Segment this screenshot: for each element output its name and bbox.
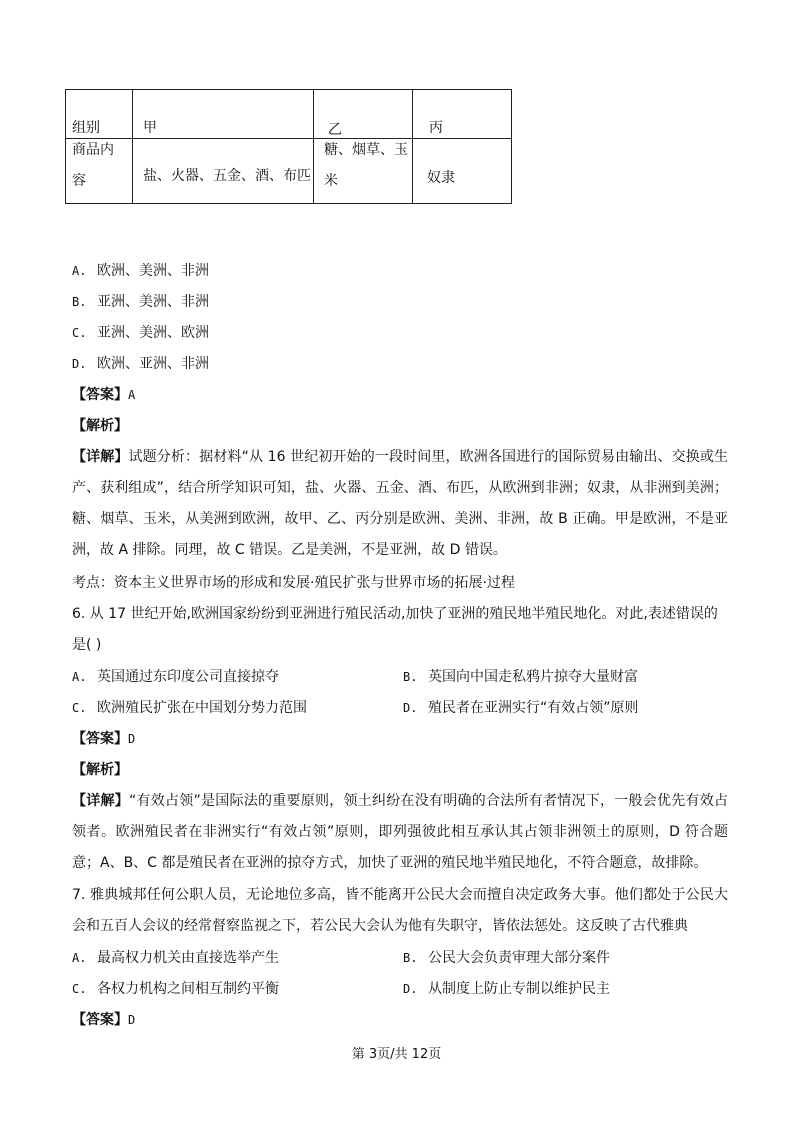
detail-text: “有效占领”是国际法的重要原则，领土纠纷在没有明确的合法所有者情况下，一般会优先有效占领者。欧洲殖民者在非洲实行“有效占领”原则，即列强彼此相互承认其占领非洲领土的原则，D 符合题意；A、B、C 都是殖民者在亚洲的掠夺方式，加快了亚洲的殖民地半殖民地化，不符合题意，故排除。 bbox=[72, 793, 728, 871]
q5-option-b bbox=[72, 292, 209, 312]
option-text: 殖民者在亚洲实行“有效占领”原则 bbox=[428, 700, 639, 716]
option-text: 最高权力机关由直接选举产生 bbox=[97, 950, 279, 966]
q7-option-a bbox=[72, 948, 279, 968]
q6-analysis-tag: 【解析】 bbox=[72, 762, 128, 778]
table-cell bbox=[314, 90, 413, 139]
q5-kaodian: 考点：资本主义世界市场的形成和发展·殖民扩张与世界市场的拓展·过程 bbox=[72, 575, 515, 591]
cell-yi: 糖、烟草、玉 bbox=[324, 142, 408, 158]
detail-tag: 【详解】 bbox=[72, 449, 129, 465]
option-text: 亚洲、美洲、非洲 bbox=[97, 294, 209, 310]
table-cell bbox=[66, 139, 133, 204]
option-letter: D. bbox=[403, 982, 418, 996]
q7-answer bbox=[72, 1010, 135, 1030]
answer-value: D bbox=[128, 732, 136, 746]
q6-option-d bbox=[403, 698, 639, 718]
table-header-row bbox=[66, 90, 512, 139]
header-jia: 甲 bbox=[143, 120, 157, 136]
option-letter: C. bbox=[72, 982, 87, 996]
q7-stem: 7. 雅典城邦任何公职人员，无论地位多高，皆不能离开公民大会而擅自决定政务大事。他们都处于公民大会和五百人会议的经常督察监视之下，若公民大会认为他有失职守，皆依法惩处。这反映了古代雅典 bbox=[72, 887, 728, 934]
table-cell bbox=[66, 90, 133, 139]
row-label-cont: 容 bbox=[72, 173, 86, 189]
header-zubie: 组别 bbox=[72, 120, 100, 136]
answer-value: D bbox=[128, 1013, 136, 1027]
cell-bing: 奴隶 bbox=[427, 170, 455, 186]
option-letter: A. bbox=[72, 264, 87, 278]
detail-tag: 【详解】 bbox=[72, 793, 129, 809]
option-letter: C. bbox=[72, 701, 87, 715]
answer-tag: 【答案】 bbox=[72, 387, 128, 403]
option-letter: C. bbox=[72, 326, 87, 340]
q7-option-c bbox=[72, 979, 279, 999]
option-text: 亚洲、美洲、欧洲 bbox=[97, 325, 209, 341]
table-cell bbox=[314, 139, 413, 204]
option-text: 从制度上防止专制以维护民主 bbox=[428, 981, 610, 997]
q6-detail bbox=[72, 786, 728, 879]
option-letter: A. bbox=[72, 951, 87, 965]
q6-option-a bbox=[72, 667, 279, 687]
q5-option-d bbox=[72, 354, 209, 374]
q7-option-b bbox=[403, 948, 610, 968]
q6-answer bbox=[72, 729, 135, 749]
answer-tag: 【答案】 bbox=[72, 1012, 128, 1028]
goods-table bbox=[65, 89, 512, 204]
table-cell bbox=[413, 90, 512, 139]
option-text: 英国向中国走私鸦片掠夺大量财富 bbox=[428, 669, 638, 685]
q7-option-d bbox=[403, 979, 610, 999]
option-text: 欧洲、亚洲、非洲 bbox=[97, 356, 209, 372]
option-text: 公民大会负责审理大部分案件 bbox=[428, 950, 610, 966]
option-text: 欧洲、美洲、非洲 bbox=[97, 263, 209, 279]
option-letter: D. bbox=[72, 357, 87, 371]
q5-detail bbox=[72, 442, 728, 566]
q5-analysis-tag: 【解析】 bbox=[72, 418, 128, 434]
q5-option-a bbox=[72, 261, 209, 281]
q6-stem-cont: 是( ) bbox=[72, 637, 102, 653]
option-text: 各权力机构之间相互制约平衡 bbox=[97, 981, 279, 997]
q6-stem: 6. 从 17 世纪开始,欧洲国家纷纷到亚洲进行殖民活动,加快了亚洲的殖民地半殖民地化。对此,表述错误的 bbox=[72, 606, 718, 622]
header-bing: 丙 bbox=[429, 120, 443, 136]
page-footer: 第 3页/共 12页 bbox=[351, 1047, 442, 1062]
q6-option-c bbox=[72, 698, 307, 718]
table-row bbox=[66, 139, 512, 204]
table-cell bbox=[133, 90, 314, 139]
header-yi: 乙 bbox=[328, 122, 342, 138]
answer-tag: 【答案】 bbox=[72, 731, 128, 747]
cell-jia: 盐、火器、五金、酒、布匹 bbox=[143, 168, 311, 184]
row-label: 商品内 bbox=[72, 142, 114, 158]
answer-value: A bbox=[128, 388, 136, 402]
option-text: 欧洲殖民扩张在中国划分势力范围 bbox=[97, 700, 307, 716]
option-letter: B. bbox=[403, 951, 418, 965]
q6-option-b bbox=[403, 667, 638, 687]
option-letter: A. bbox=[72, 670, 87, 684]
cell-yi-cont: 米 bbox=[324, 173, 338, 189]
table-cell bbox=[133, 139, 314, 204]
option-letter: D. bbox=[403, 701, 418, 715]
option-letter: B. bbox=[403, 670, 418, 684]
q5-answer bbox=[72, 385, 135, 405]
option-text: 英国通过东印度公司直接掠夺 bbox=[97, 669, 279, 685]
option-letter: B. bbox=[72, 295, 87, 309]
q5-option-c bbox=[72, 323, 209, 343]
table-cell bbox=[413, 139, 512, 204]
detail-text: 试题分析：据材料“从 16 世纪初开始的一段时间里，欧洲各国进行的国际贸易由输出、交换或生产、获利组成”，结合所学知识可知，盐、火器、五金、酒、布匹，从欧洲到非洲；奴隶，从非洲到美洲；糖、烟草、玉米，从美洲到欧洲，故甲、乙、丙分别是欧洲、美洲、非洲，故 B 正确。甲是欧洲，不是亚洲，故 A 排除。同理，故 C 错误。乙是美洲，不是亚洲，故 D 错误。 bbox=[72, 449, 729, 558]
